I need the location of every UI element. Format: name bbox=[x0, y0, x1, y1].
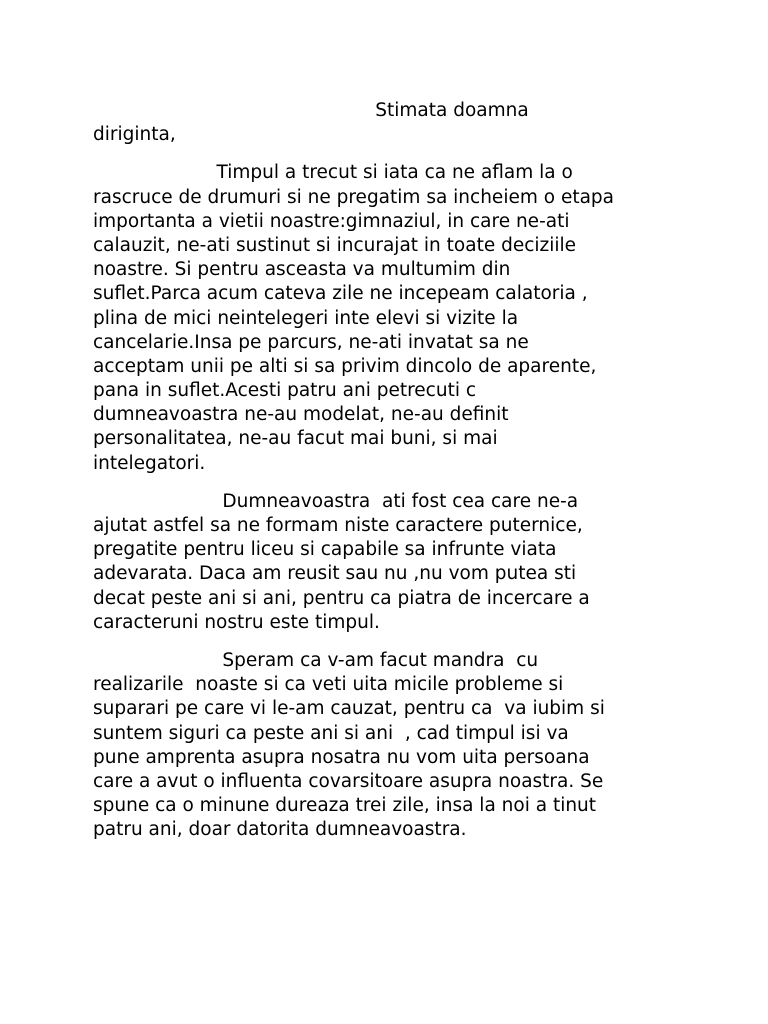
paragraph-line: adevarata. Daca am reusit sau nu ,nu vom putea sti bbox=[93, 563, 577, 585]
paragraph-line: suparari pe care vi le-am cauzat, pentru ca va iubim si bbox=[93, 698, 605, 720]
paragraph-line: patru ani, doar datorita dumneavoastra. bbox=[93, 819, 467, 841]
paragraph-line: spune ca o minune dureaza trei zile, insa la noi a tinut bbox=[93, 795, 597, 817]
paragraph-spacer bbox=[93, 147, 683, 161]
salutation-line: Stimata doamna bbox=[93, 100, 529, 121]
paragraph-line: importanta a vietii noastre:gimnaziul, in care ne-ati bbox=[93, 210, 570, 232]
paragraph-line: ajutat astfel sa ne formam niste caractere puternice, bbox=[93, 515, 583, 536]
paragraph-line: cancelarie.Insa pe parcurs, ne-ati invatat sa ne bbox=[93, 331, 529, 353]
paragraph bbox=[93, 161, 683, 475]
paragraph-line: rascruce de drumuri si ne pregatim sa incheiem o etapa bbox=[93, 186, 614, 208]
paragraph-line: pregatite pentru liceu si capabile sa infrunte viata bbox=[93, 539, 557, 561]
paragraphs bbox=[93, 161, 683, 842]
paragraph-line: suflet.Parca acum cateva zile ne incepeam calatoria , bbox=[93, 283, 588, 305]
paragraph-line: dumneavoastra ne-au modelat, ne-au definit bbox=[93, 404, 509, 426]
salutation-line: diriginta, bbox=[93, 124, 176, 146]
paragraph-line: Timpul a trecut si iata ca ne aflam la o bbox=[93, 162, 573, 184]
paragraph-line: acceptam unii pe alti si sa privim dincolo de aparente, bbox=[93, 355, 597, 377]
paragraph-line: calauzit, ne-ati sustinut si incurajat in toate deciziile bbox=[93, 234, 577, 256]
paragraph-line: Dumneavoastra ati fost cea care ne-a bbox=[93, 490, 579, 512]
paragraph-line: noastre. Si pentru asceasta va multumim din bbox=[93, 259, 511, 281]
paragraph-line: care a avut o influenta covarsitoare asupra noastra. Se bbox=[93, 770, 604, 792]
paragraph-line: pune amprenta asupra nosatra nu vom uita persoana bbox=[93, 746, 590, 768]
paragraph-line: suntem siguri ca peste ani si ani , cad timpul isi va bbox=[93, 722, 569, 744]
paragraph-line: pana in suflet.Acesti patru ani petrecuti c bbox=[93, 380, 477, 402]
letter-body bbox=[93, 99, 683, 842]
paragraph-spacer bbox=[93, 476, 683, 490]
paragraph-line: realizarile noaste si ca veti uita micile probleme si bbox=[93, 674, 564, 696]
paragraph-spacer bbox=[93, 635, 683, 649]
paragraph-line: plina de mici neintelegeri inte elevi si vizite la bbox=[93, 307, 519, 329]
paragraph-line: intelegatori. bbox=[93, 452, 206, 474]
paragraph-line: personalitatea, ne-au facut mai buni, si mai bbox=[93, 428, 498, 450]
paragraph-line: Speram ca v-am facut mandra cu bbox=[93, 649, 539, 671]
paragraph bbox=[93, 649, 683, 843]
paragraph bbox=[93, 490, 683, 635]
paragraph-line: decat peste ani si ani, pentru ca piatra de incercare a bbox=[93, 587, 590, 609]
paragraph-line: caracteruni nostru este timpul. bbox=[93, 611, 380, 633]
